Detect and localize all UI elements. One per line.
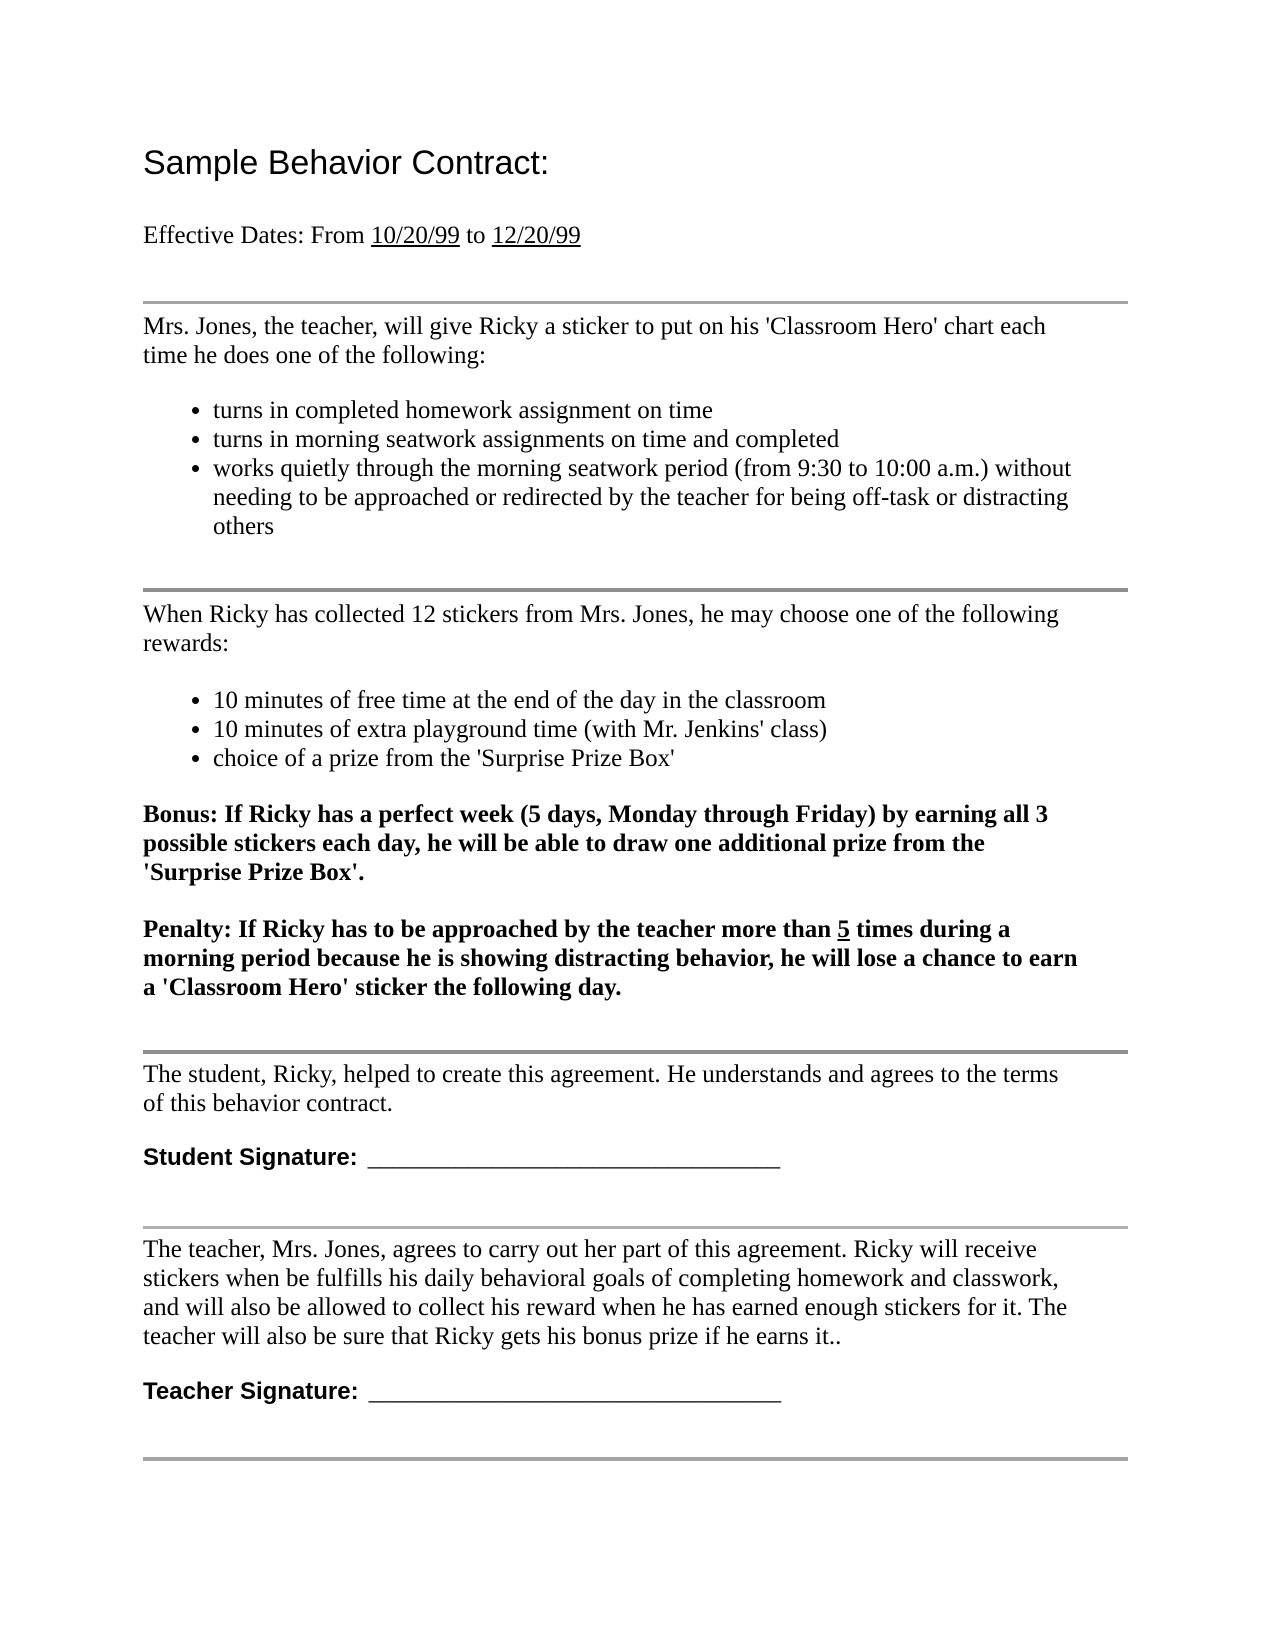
teacher-signature-row — [143, 1377, 1128, 1407]
teacher-agreement-paragraph: The teacher, Mrs. Jones, agrees to carry out her part of this agreement. Ricky will receive stickers when be fulfills his daily behavioral goals of completing homework and classwork, and will also be allowed to collect his reward when he has earned enough stickers for it. The teacher will also be sure that Ricky gets his bonus prize if he earns it.. — [143, 1236, 1068, 1350]
list-item: • works quietly through the morning seatwork period (from 9:30 to 10:00 a.m.) without needing to be approached or redirected by the teacher for being off-task or distracting others — [213, 454, 1078, 541]
teacher-signature-line: _________________________________ — [368, 1378, 782, 1405]
student-agreement-paragraph: The student, Ricky, helped to create this agreement. He understands and agrees to the terms of this behavior contract. — [143, 1061, 1059, 1117]
section-divider-4 — [143, 1226, 1128, 1229]
section-divider-2 — [143, 588, 1128, 592]
bonus-paragraph: Bonus: If Ricky has a perfect week (5 days, Monday through Friday) by earning all 3 possible stickers each day, he will be able to draw one additional prize from the 'Surprise Prize Box'. — [143, 801, 1049, 886]
list-item: • 10 minutes of extra playground time (with Mr. Jenkins' class) — [213, 715, 1078, 744]
penalty-count: 5 — [837, 916, 850, 943]
list-item: • turns in morning seatwork assignments on time and completed — [213, 425, 1078, 454]
section-divider-1 — [143, 301, 1128, 304]
list-item: • 10 minutes of free time at the end of the day in the classroom — [213, 686, 1078, 715]
section-divider-3 — [143, 1050, 1128, 1054]
sticker-rules-paragraph: Mrs. Jones, the teacher, will give Ricky a sticker to put on his 'Classroom Hero' chart each time he does one of the following: — [143, 313, 1046, 369]
student-signature-label: Student Signature: — [143, 1144, 358, 1171]
list-item: • turns in completed homework assignment on time — [213, 396, 1078, 425]
section-divider-5 — [143, 1457, 1128, 1461]
penalty-text-before: Penalty: If Ricky has to be approached by the teacher more than — [143, 916, 838, 943]
effective-from-date: 10/20/99 — [370, 222, 460, 249]
rewards-list — [143, 686, 1078, 773]
effective-dates-connector: to — [459, 222, 492, 249]
effective-dates-line — [143, 221, 1128, 250]
student-signature-line: _________________________________ — [367, 1144, 781, 1171]
penalty-paragraph — [143, 915, 1083, 1002]
effective-to-date: 12/20/99 — [491, 222, 581, 249]
student-signature-row — [143, 1143, 1128, 1173]
penalty-text-after: times during a morning period because he is showing distracting behavior, he will lose a chance to earn a 'Classroom Hero' sticker the following day. — [143, 916, 1078, 1001]
rewards-paragraph: When Ricky has collected 12 stickers from Mrs. Jones, he may choose one of the following rewards: — [143, 601, 1059, 657]
teacher-signature-label: Teacher Signature: — [143, 1378, 359, 1405]
document-title: Sample Behavior Contract: — [143, 144, 550, 182]
list-item: • choice of a prize from the 'Surprise Prize Box' — [213, 744, 1078, 773]
sticker-rules-list — [143, 396, 1078, 541]
effective-dates-prefix: Effective Dates: From — [143, 222, 371, 249]
